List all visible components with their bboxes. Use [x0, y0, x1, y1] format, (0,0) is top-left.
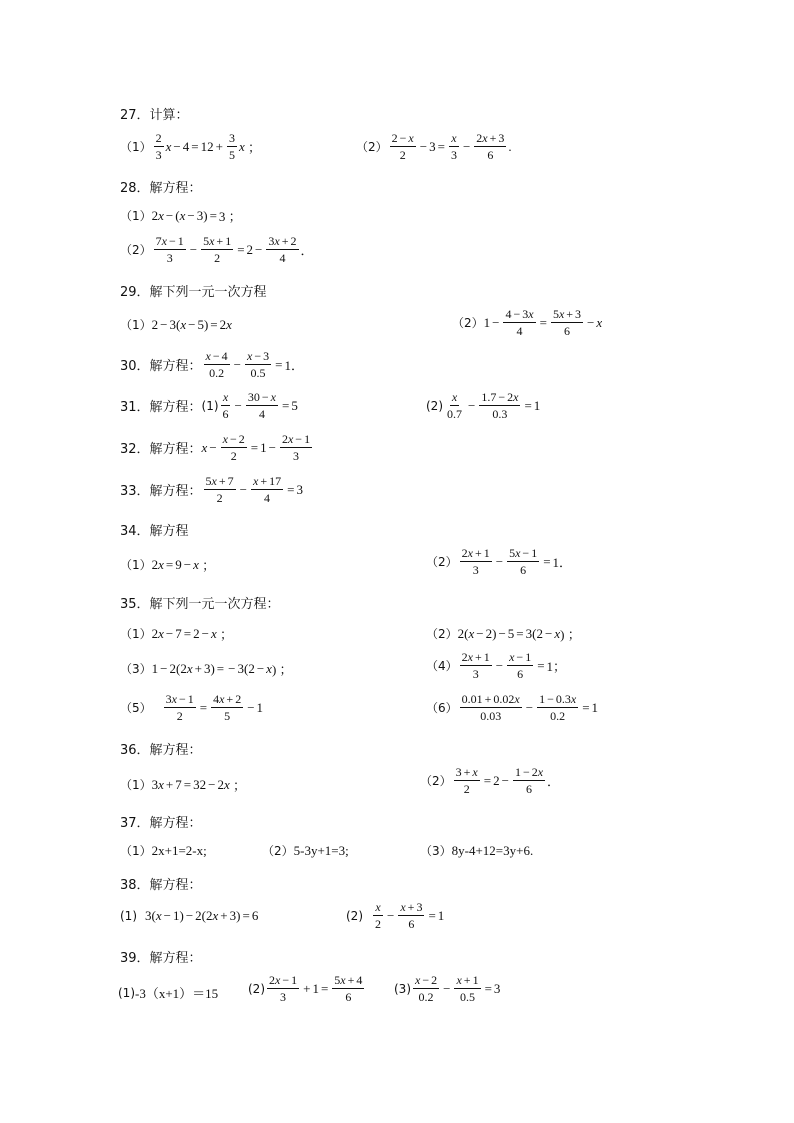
- problem-36-title: 36．解方程：: [120, 743, 202, 758]
- problem-38-part-2: (2) x 2 − $\frac{x + 3}{6}$ = 1: [346, 900, 445, 932]
- equation: 2( x − 2) − 5 = 3(2 − x ) ；: [457, 625, 581, 642]
- equation: 0.01 + 0.02x 0.03 − $\frac{1 - 0.3x}{0.2}$ = 1: [461, 692, 599, 724]
- problem-27-title: 27．计算：: [120, 108, 189, 123]
- problem-30: [120, 349, 304, 381]
- equation: x − 4 0.2 − $\frac{x - 3}{0.5}$ = 1．: [205, 349, 304, 381]
- problem-31-part-1: 31．解方程： (1) x 6 − $\frac{30 - x}{4}$ = 5: [120, 390, 298, 422]
- equation: 3( x − 1) − 2(2 x + 3) = 6: [145, 908, 259, 923]
- equation: 2x + 1 3 − $\frac{x - 1}{6}$ = 1；: [461, 650, 567, 682]
- problem-27-part-2: （2） 2 − x 2 − 3 = $\frac{x}{3}$ − $\frac{2x + 3}{6}$ .: [356, 131, 512, 163]
- problem-29-part-2: （2） 1 − $\frac{4 - 3x}{4}$ = $\frac{5x + 3}{6}$ − x: [452, 307, 603, 339]
- problem-35-part-1: （1） 2 x − 7 = 2 − x ；: [120, 625, 233, 642]
- equation: 2x + 1 3 − $\frac{5x - 1}{6}$ = 1．: [461, 546, 573, 578]
- problem-35-part-5: （5） $\frac{3x - 1}{2}$ = $\frac{4x + 2}{5}$ − 1: [120, 692, 264, 724]
- equation: 2 x − 7 = 2 − x ；: [151, 625, 233, 642]
- equation: x 2 − $\frac{x + 3}{6}$ = 1: [375, 900, 445, 932]
- equation: x − 2 0.2 − $\frac{x + 1}{0.5}$ = 3: [415, 973, 501, 1005]
- equation: x − $\frac{x - 2}{2}$ = 1 − $\frac{2x - 1}{3}$: [201, 432, 311, 464]
- problem-34-part-1: （1） 2 x = 9 − x ；: [120, 556, 216, 573]
- problem-37-part-1: （1） 2x+1=2-x;: [120, 842, 207, 858]
- problem-34-title: 34．解方程: [120, 524, 189, 539]
- problem-33: [120, 474, 303, 506]
- equation: 2 3 x − 4 = 12 + $\frac{3}{5}$ x ；: [155, 131, 261, 163]
- equation: 5x + 7 2 − $\frac{x + 17}{4}$ = 3: [205, 474, 303, 506]
- equation: 2 − x 2 − 3 = $\frac{x}{3}$ − $\frac{2x + 3}{6}$ .: [391, 131, 512, 163]
- problem-35-part-3: （3） 1 − 2(2 x + 3) = − 3(2 − x ) ；: [120, 660, 293, 677]
- problem-39-part-1: (1) -3（x+1）＝15: [118, 985, 219, 1001]
- equation: 2x − 1 3 + 1 = $\frac{5x + 4}{6}$: [269, 973, 363, 1005]
- problem-35-part-6: （6） 0.01 + 0.02x 0.03 − $\frac{1 - 0.3x}{0.2}$ = 1: [426, 692, 599, 724]
- problem-32: [120, 432, 314, 464]
- equation: 1 − $\frac{4 - 3x}{4}$ = $\frac{5x + 3}{6}$ − x: [483, 307, 603, 339]
- problem-30-title: 30．解方程：: [120, 359, 202, 375]
- equation: 3 x + 7 = 32 − 2 x ；: [151, 776, 246, 793]
- equation: 2 − 3( x − 5) = 2 x: [151, 316, 232, 332]
- problem-27-part-1: （1） 2 3 x − 4 = 12 + $\frac{3}{5}$ x ；: [120, 131, 261, 163]
- problem-31-part-2: (2) x 0.7 − $\frac{1.7 - 2x}{0.3}$ = 1: [426, 390, 541, 422]
- problem-28-title: 28．解方程：: [120, 181, 202, 196]
- problem-34-part-2: （2） 2x + 1 3 − $\frac{5x - 1}{6}$ = 1．: [426, 546, 573, 578]
- problem-37-part-2: （2） 5-3y+1=3;: [262, 842, 349, 858]
- problem-35-part-4: （4） 2x + 1 3 − $\frac{x - 1}{6}$ = 1；: [426, 650, 567, 682]
- problem-38-part-1: (1) 3( x − 1) − 2(2 x + 3) = 6: [120, 908, 259, 923]
- problem-31-title: 31．解方程：: [120, 400, 202, 416]
- equation: $\frac{3 + x}{2}$ = 2 − $\frac{1 - 2x}{6}$ ．: [455, 765, 561, 797]
- problem-33-title: 33．解方程：: [120, 484, 202, 500]
- equation: 1 − 2(2 x + 3) = − 3(2 − x ) ；: [151, 660, 293, 677]
- problem-32-title: 32．解方程：: [120, 442, 202, 458]
- equation: $\frac{3x - 1}{2}$ = $\frac{4x + 2}{5}$ − 1: [165, 692, 264, 724]
- problem-37-title: 37．解方程：: [120, 816, 202, 831]
- problem-29-part-1: （1） 2 − 3( x − 5) = 2 x: [120, 316, 232, 332]
- equation: x 0.7 − $\frac{1.7 - 2x}{0.3}$ = 1: [447, 390, 541, 422]
- problem-39-title: 39．解方程：: [120, 951, 202, 966]
- equation: x 6 − $\frac{30 - x}{4}$ = 5: [222, 390, 298, 422]
- problem-29-title: 29．解下列一元一次方程: [120, 285, 267, 300]
- problem-35-title: 35．解下列一元一次方程：: [120, 597, 280, 612]
- problem-38-title: 38．解方程：: [120, 878, 202, 893]
- problem-36-part-1: （1） 3 x + 7 = 32 − 2 x ；: [120, 776, 246, 793]
- equation: 7x − 1 3 − $\frac{5x + 1}{2}$ = 2 − $\frac{3x + 2}{4}$ ．: [155, 234, 314, 266]
- problem-39-part-2: (2) 2x − 1 3 + 1 = $\frac{5x + 4}{6}$: [248, 973, 366, 1005]
- problem-28-part-1: （1） 2 x − ( x − 3) = 3 ；: [120, 207, 242, 224]
- problem-39-part-3: (3) x − 2 0.2 − $\frac{x + 1}{0.5}$ = 3: [394, 973, 501, 1005]
- equation: 2 x − ( x − 3) = 3 ；: [151, 207, 242, 224]
- equation: 2 x = 9 − x ；: [151, 556, 216, 573]
- problem-35-part-2: （2） 2( x − 2) − 5 = 3(2 − x ) ；: [426, 625, 581, 642]
- problem-36-part-2: （2） $\frac{3 + x}{2}$ = 2 − $\frac{1 - 2x}{6}$ ．: [420, 765, 561, 797]
- problem-28-part-2: （2） 7x − 1 3 − $\frac{5x + 1}{2}$ = 2 − $\frac{3x + 2}{4}$ ．: [120, 234, 314, 266]
- problem-37-part-3: （3） 8y-4+12=3y+6.: [420, 842, 534, 858]
